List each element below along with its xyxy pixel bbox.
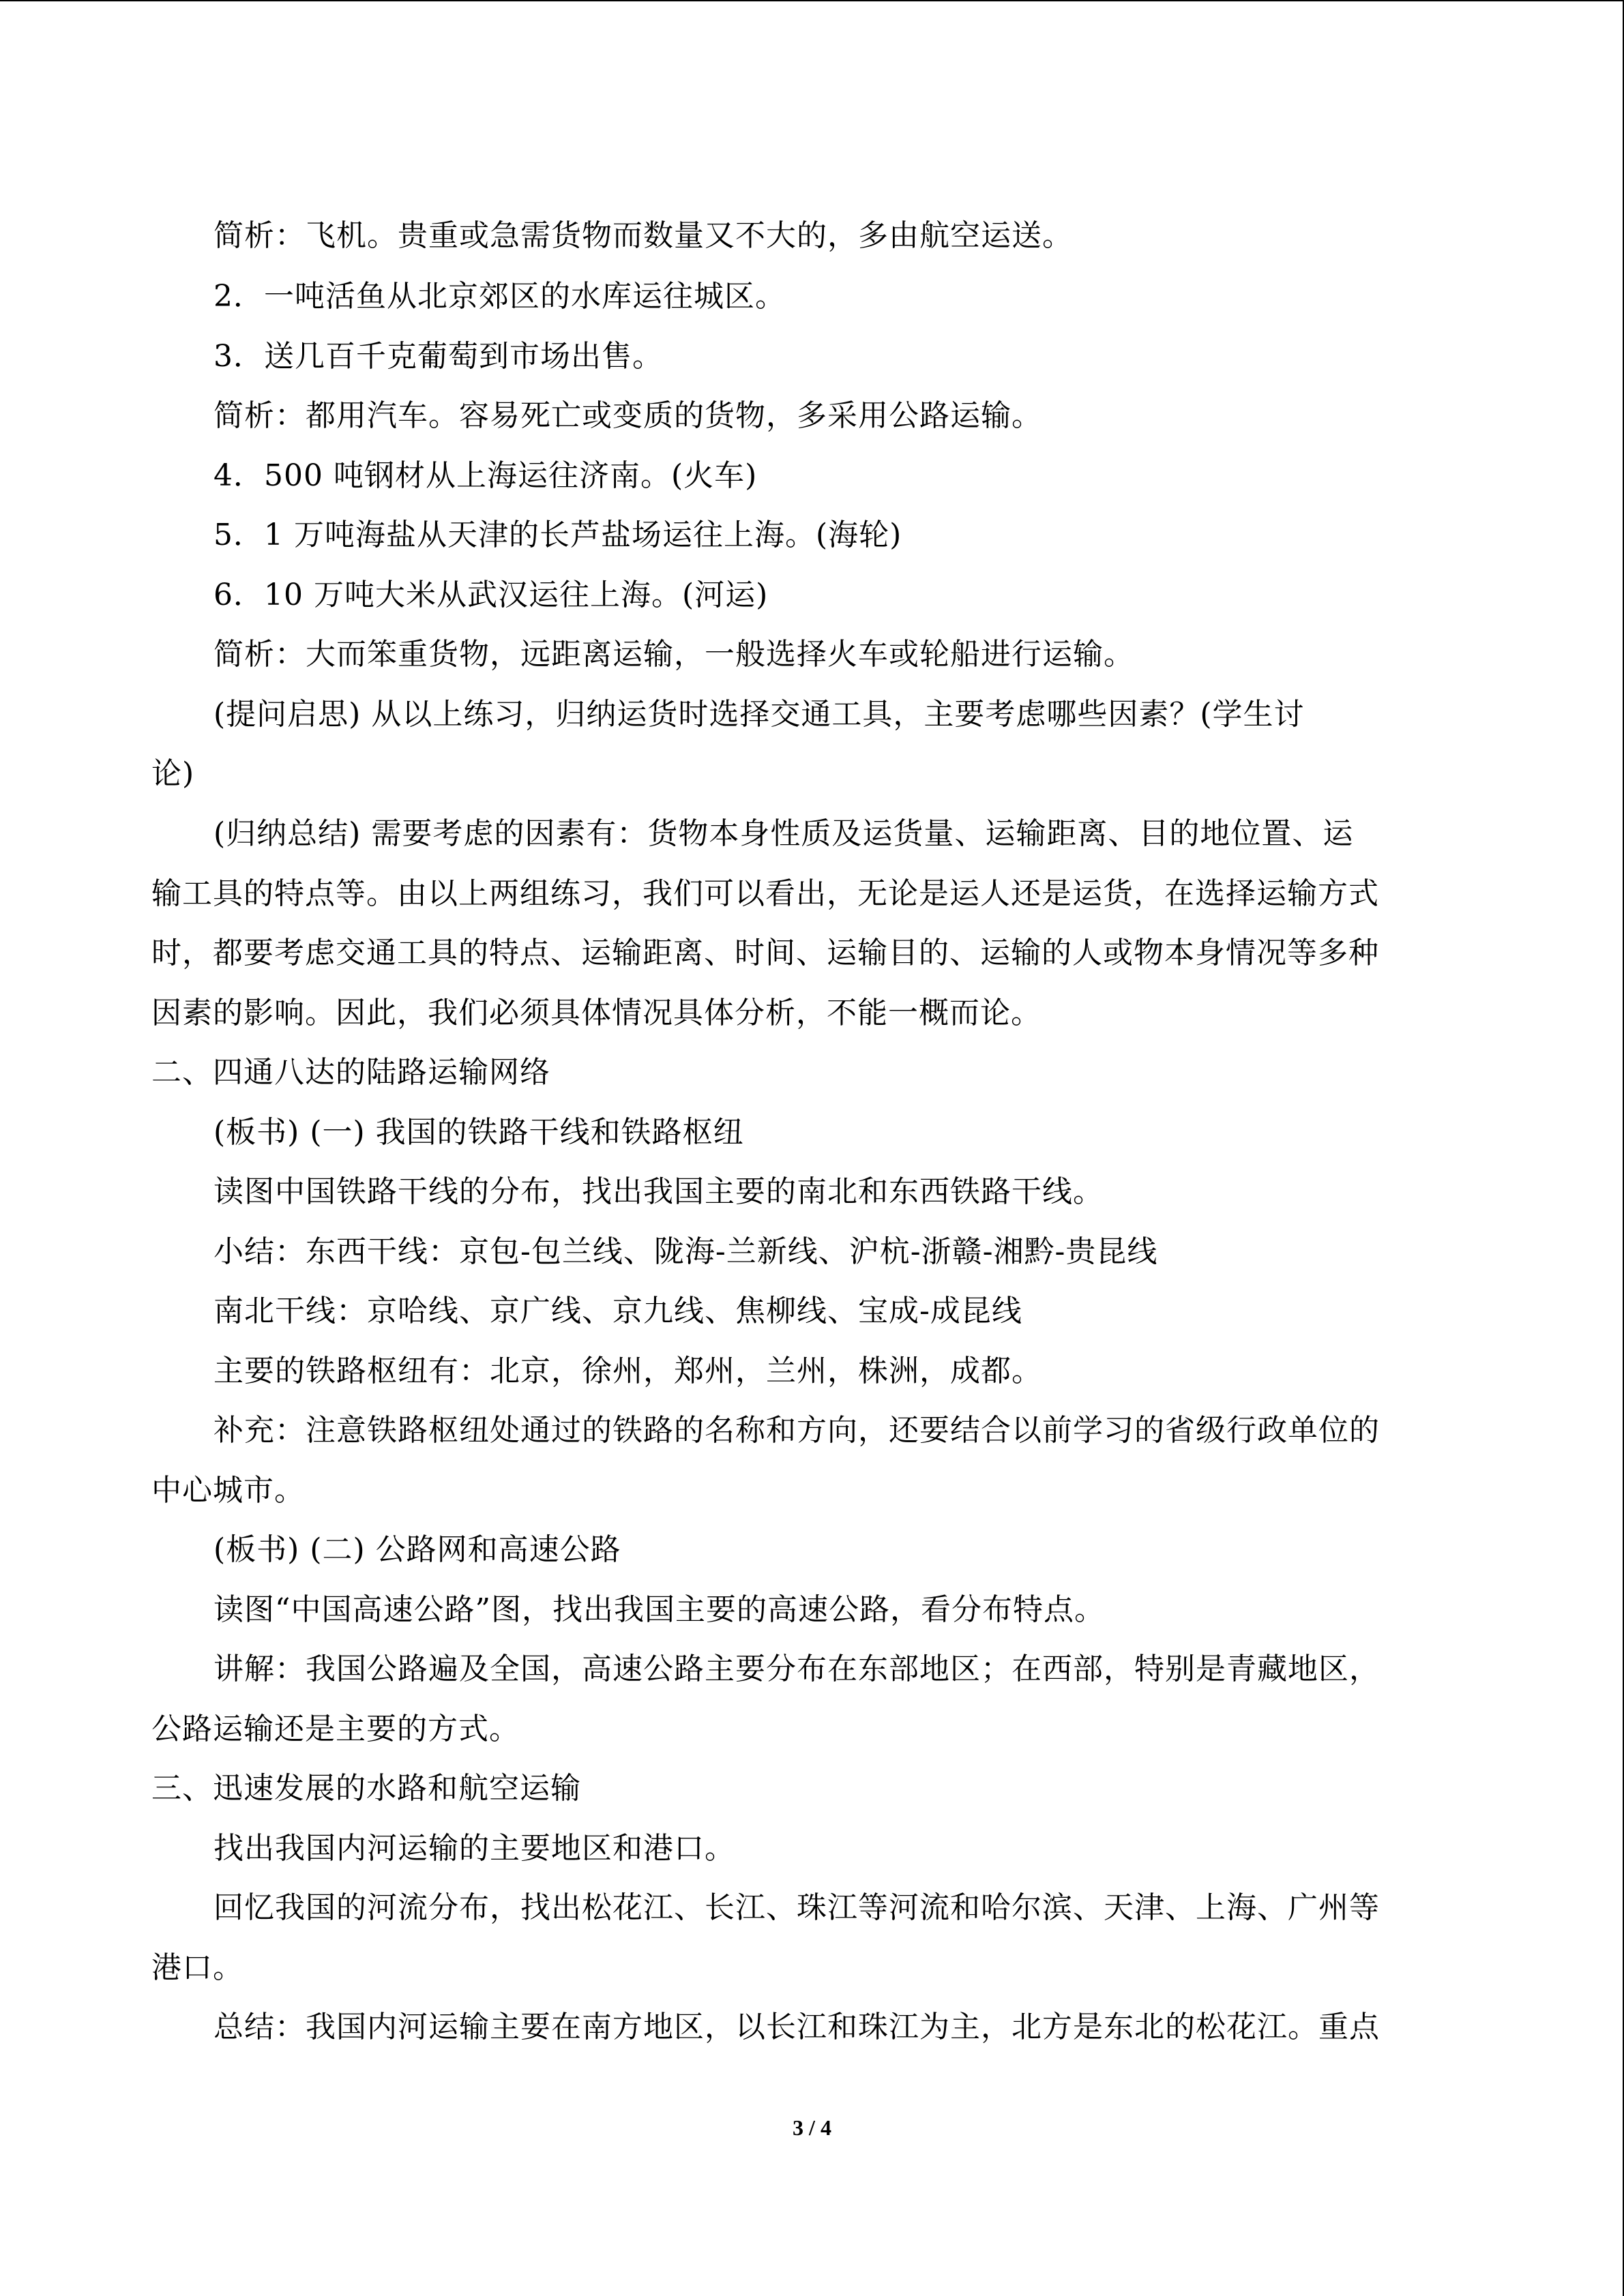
text-line: 简析：都用汽车。容易死亡或变质的货物，多采用公路运输。 <box>213 398 1042 433</box>
text-line: (提问启思) 从以上练习，归纳运货时选择交通工具，主要考虑哪些因素？(学生讨 <box>213 697 1305 732</box>
text-line: 港口。 <box>151 1950 243 1985</box>
section-heading: 二、四通八达的陆路运输网络 <box>151 1055 550 1090</box>
text-line: 因素的影响。因此，我们必须具体情况具体分析，不能一概而论。 <box>151 996 1042 1030</box>
text-line: (归纳总结) 需要考虑的因素有：货物本身性质及运货量、运输距离、目的地位置、运 <box>213 816 1354 851</box>
subsection-heading: (板书) (二) 公路网和高速公路 <box>213 1532 621 1567</box>
subsection-heading: (板书) (一) 我国的铁路干线和铁路枢纽 <box>213 1115 744 1150</box>
text-line: 简析：大而笨重货物，远距离运输，一般选择火车或轮船进行运输。 <box>213 637 1134 672</box>
text-line: 讲解：我国公路遍及全国，高速公路主要分布在东部地区；在西部，特别是青藏地区， <box>213 1652 1380 1686</box>
top-border <box>0 0 1624 1</box>
text-line: 小结：东西干线：京包-包兰线、陇海-兰新线、沪杭-浙赣-湘黔-贵昆线 <box>213 1234 1158 1269</box>
text-line: 输工具的特点等。由以上两组练习，我们可以看出，无论是运人还是运货，在选择运输方式 <box>151 876 1379 911</box>
text-line: 公路运输还是主要的方式。 <box>151 1712 520 1746</box>
text-line: 读图“中国高速公路”图，找出我国主要的高速公路，看分布特点。 <box>213 1592 1105 1627</box>
text-line: 论) <box>151 756 195 791</box>
text-line: 总结：我国内河运输主要在南方地区，以长江和珠江为主，北方是东北的松花江。重点 <box>213 2010 1380 2044</box>
text-line: 时，都要考虑交通工具的特点、运输距离、时间、运输目的、运输的人或物本身情况等多种 <box>151 936 1379 970</box>
text-line: 简析：飞机。贵重或急需货物而数量又不大的，多由航空运送。 <box>213 218 1073 253</box>
text-line: 找出我国内河运输的主要地区和港口。 <box>213 1831 735 1866</box>
text-line: 主要的铁路枢纽有：北京，徐州，郑州，兰州，株洲，成都。 <box>213 1354 1042 1388</box>
text-line: 2．一吨活鱼从北京郊区的水库运往城区。 <box>213 279 786 314</box>
text-line: 南北干线：京哈线、京广线、京九线、焦柳线、宝成-成昆线 <box>213 1294 1022 1328</box>
text-line: 6．10 万吨大米从武汉运往上海。(河运) <box>213 578 769 612</box>
section-heading: 三、迅速发展的水路和航空运输 <box>151 1771 581 1806</box>
text-line: 5．1 万吨海盐从天津的长芦盐场运往上海。(海轮) <box>213 518 902 552</box>
text-line: 回忆我国的河流分布，找出松花江、长江、珠江等河流和哈尔滨、天津、上海、广州等 <box>213 1890 1380 1925</box>
text-line: 中心城市。 <box>151 1473 305 1508</box>
text-line: 读图中国铁路干线的分布，找出我国主要的南北和东西铁路干线。 <box>213 1174 1104 1209</box>
text-line: 3．送几百千克葡萄到市场出售。 <box>213 339 663 374</box>
page-number: 3 / 4 <box>793 2115 831 2140</box>
text-line: 补充：注意铁路枢纽处通过的铁路的名称和方向，还要结合以前学习的省级行政单位的 <box>213 1413 1380 1448</box>
text-line: 4．500 吨钢材从上海运往济南。(火车) <box>213 458 758 493</box>
